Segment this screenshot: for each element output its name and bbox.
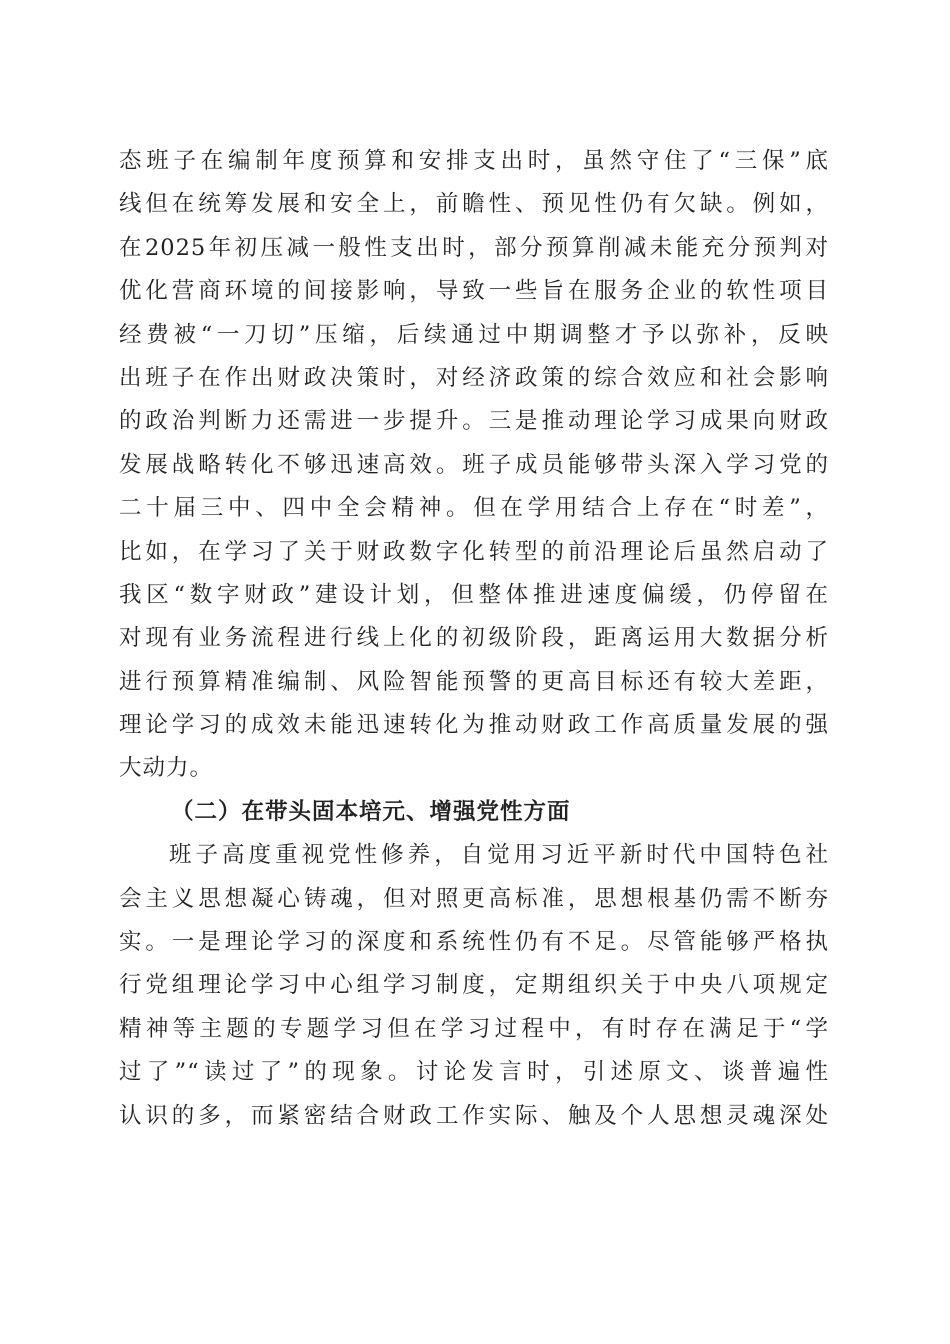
text-line: 发展战略转化不够迅速高效。班子成员能够带头深入学习党的 — [119, 451, 829, 478]
paragraph-first-line: 班子高度重视党性修养，自觉用习近平新时代中国特色社 — [169, 842, 829, 869]
text-line: 进行预算精准编制、风险智能预警的更高目标还有较大差距， — [119, 668, 829, 695]
text-line: 的政治判断力还需进一步提升。三是推动理论学习成果向财政 — [119, 408, 829, 435]
text-line: 在2025年初压减一般性支出时，部分预算削减未能充分预判对 — [119, 234, 829, 261]
text-line: 优化营商环境的间接影响，导致一些旨在服务企业的软性项目 — [119, 278, 829, 305]
text-line: 态班子在编制年度预算和安排支出时，虽然守住了“三保”底 — [119, 148, 829, 174]
paragraph-end-line: 大动力。 — [119, 755, 214, 782]
text-line: 比如，在学习了关于财政数字化转型的前沿理论后虽然启动了 — [119, 538, 829, 565]
text-line: 对现有业务流程进行线上化的初级阶段，距离运用大数据分析 — [119, 625, 829, 652]
text-line: 出班子在作出财政决策时，对经济政策的综合效应和社会影响 — [119, 364, 829, 391]
text-line: 线但在统筹发展和安全上，前瞻性、预见性仍有欠缺。例如， — [119, 191, 829, 218]
text-line: 二十届三中、四中全会精神。但在学用结合上存在“时差”， — [119, 495, 829, 522]
text-line: 经费被“一刀切”压缩，后续通过中期调整才予以弥补，反映 — [119, 321, 829, 348]
text-line: 过了”“读过了”的现象。讨论发言时，引述原文、谈普遍性 — [119, 1059, 829, 1086]
text-line: 我区“数字财政”建设计划，但整体推进速度偏缓，仍停留在 — [119, 581, 829, 608]
text-line: 行党组理论学习中心组学习制度，定期组织关于中央八项规定 — [119, 972, 829, 999]
text-line: 会主义思想凝心铸魂，但对照更高标准，思想根基仍需不断夯 — [119, 885, 829, 912]
document-body — [119, 140, 829, 1138]
text-line: 精神等主题的专题学习但在学习过程中，有时存在满足于“学 — [119, 1015, 829, 1042]
text-line: 理论学习的成效未能迅速转化为推动财政工作高质量发展的强 — [119, 712, 829, 739]
section-heading: （二）在带头固本培元、增强党性方面 — [171, 798, 571, 825]
text-line: 实。一是理论学习的深度和系统性仍有不足。尽管能够严格执 — [119, 929, 829, 956]
text-line: 认识的多，而紧密结合财政工作实际、触及个人思想灵魂深处 — [119, 1102, 829, 1129]
